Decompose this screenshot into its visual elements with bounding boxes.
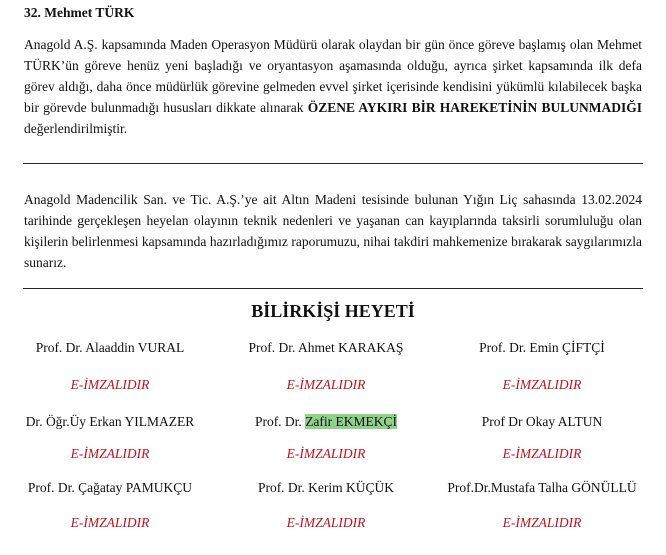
section-heading: 32. Mehmet TÜRK (24, 5, 135, 20)
assessment-text-end: değerlendirilmiştir. (24, 121, 128, 136)
panel-title: BİLİRKİŞİ HEYETİ (251, 301, 415, 321)
e-signature-label: E-İMZALIDIR (70, 377, 150, 392)
panel-member-name: Prof. Dr. Kerim KÜÇÜK (257, 480, 395, 495)
assessment-conclusion-bold: ÖZENE AYKIRI BİR HAREKETİNİN BULUNMADIĞI (307, 100, 642, 115)
e-signature-label: E-İMZALIDIR (286, 446, 366, 461)
panel-member-name: Prof. Dr. Emin ÇİFTÇİ (479, 340, 605, 355)
panel-member-name: Prof. Dr. Alaaddin VURAL (35, 340, 185, 355)
conclusion-paragraph: Anagold Madencilik San. ve Tic. A.Ş.’ye ait Altın Madeni tesisinde bulunan Yığın Liç sahasında 13.02.2024 tarihinde gerçekleşen heyelan olayının teknik nedenleri ve yaşanan can kayıplarında taksirli sorumluluğu olan kişilerin belirlenmesi kapsamında hazırladığımız raporumuzu, nihai takdiri mahkemenize bırakarak saygılarımızla sunarız. (24, 192, 642, 270)
e-signature-label: E-İMZALIDIR (502, 515, 582, 530)
member-title-prefix: Prof. Dr. (254, 414, 306, 429)
e-signature-label: E-İMZALIDIR (286, 515, 366, 530)
panel-member-name: Prof.Dr.Mustafa Talha GÖNÜLLÜ (447, 480, 637, 495)
e-signature-label: E-İMZALIDIR (70, 446, 150, 461)
panel-member-name: Prof Dr Okay ALTUN (481, 414, 603, 429)
divider-line (23, 288, 643, 289)
panel-member-name-highlighted (216, 414, 436, 430)
divider-line (23, 163, 643, 164)
highlighted-name: Zafir EKMEKÇİ (305, 414, 398, 429)
assessment-text: Anagold A.Ş. kapsamında Maden Operasyon Müdürü olarak olaydan bir gün önce göreve başlamış olan Mehmet TÜRK’ün göreve henüz yeni başladığı ve oryantasyon aşamasında olduğu, ayrıca şirket kapsamında ilk defa görev aldığı, daha önce müdürlük görevine gelmeden evvel şirket içerisinde kendisini yükümlü kılabilecek başka bir görevde bulunmadığı hususları dikkate alınarak (24, 37, 642, 115)
panel-member-name: Prof. Dr. Çağatay PAMUKÇU (27, 480, 193, 495)
assessment-paragraph (24, 34, 642, 139)
panel-member-name: Prof. Dr. Ahmet KARAKAŞ (248, 340, 404, 355)
e-signature-label: E-İMZALIDIR (502, 377, 582, 392)
e-signature-label: E-İMZALIDIR (70, 515, 150, 530)
e-signature-label: E-İMZALIDIR (502, 446, 582, 461)
panel-member-name: Dr. Öğr.Üy Erkan YILMAZER (25, 414, 195, 429)
e-signature-label: E-İMZALIDIR (286, 377, 366, 392)
